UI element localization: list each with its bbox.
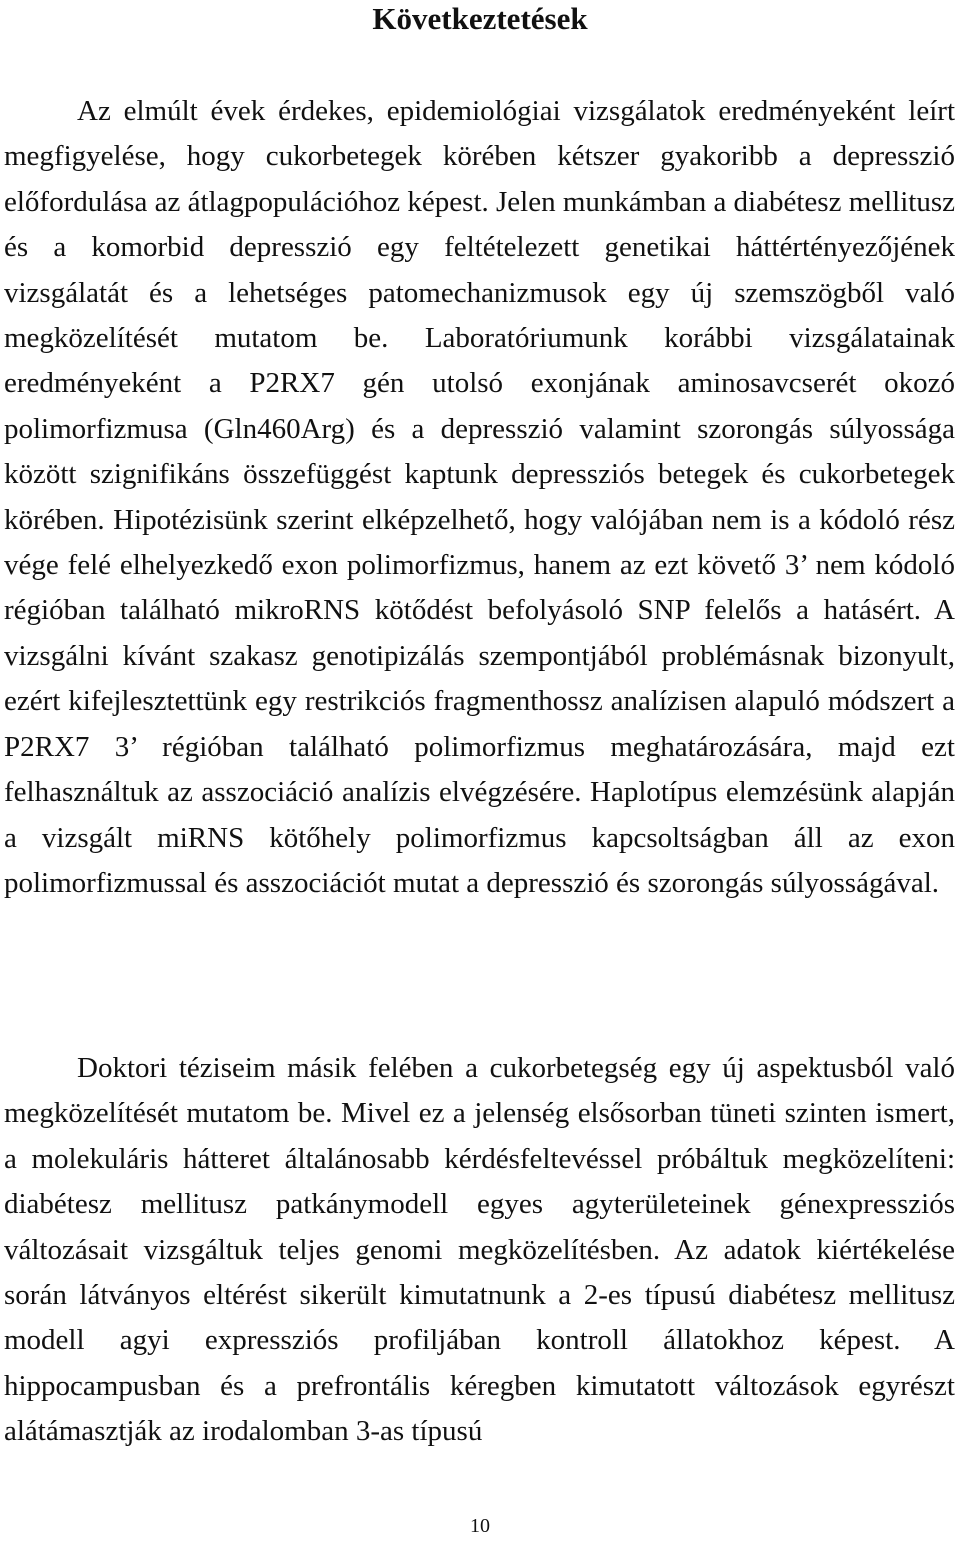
page-number: 10: [470, 1515, 490, 1537]
body-paragraph: Az elmúlt évek érdekes, epidemiológiai vizsgálatok eredményeként leírt megfigyelése, hogy cukorbetegek körében kétszer gyakoribb a depresszió előfordulása az átlagpopulációhoz képest. Jelen munkámban a diabétesz mellitusz és a komorbid depresszió egy feltételezett genetikai háttértényezőjének vizsgálatát és a lehetséges patomechanizmusok egy új szemszögből való megközelítését mutatom be. Laboratóriumunk korábbi vizsgálatainak eredményeként a P2RX7 gén utolsó exonjának aminosavcserét okozó polimorfizmusa (Gln460Arg) és a depresszió valamint szorongás súlyossága között szignifikáns összefüggést kaptunk depressziós betegek és cukorbetegek körében. Hipotézisünk szerint elképzelhető, hogy valójában nem is a kódoló rész vége felé elhelyezkedő exon polimorfizmus, hanem az ezt követő 3’ nem kódoló régióban található mikroRNS kötődést befolyásoló SNP felelős a hatásért. A vizsgálni kívánt szakasz genotipizálás szempontjából problémásnak bizonyult, ezért kifejlesztettünk egy restrikciós fragmenthossz analízisen alapuló módszert a P2RX7 3’ régióban található polimorfizmus meghatározására, majd ezt felhasználtuk az asszociáció analízis elvégzésére. Haplotípus elemzésünk alapján a vizsgált miRNS kötőhely polimorfizmus kapcsoltságban áll az exon polimorfizmussal és asszociációt mutat a depresszió és szorongás súlyosságával.: [4, 95, 956, 899]
body-paragraph: Doktori téziseim másik felében a cukorbetegség egy új aspektusból való megközelítését mutatom be. Mivel ez a jelenség elsősorban tüneti szinten ismert, a molekuláris hátteret általánosabb kérdésfeltevéssel próbáltuk megközelíteni: diabétesz mellitusz patkánymodell egyes agyterületeinek génexpressziós változásait vizsgáltuk teljes genomi megközelítésben. Az adatok kiértékelése során látványos eltérést sikerült kimutatnunk a 2-es típusú diabétesz mellitusz modell agyi expressziós profiljában kontroll állatokhoz képest. A hippocampusban és a prefrontális kéregben kimutatott változások egyrészt alátámasztják az irodalomban 3-as típusú: [4, 1052, 955, 1448]
page-title: Következtetések: [372, 1, 588, 36]
